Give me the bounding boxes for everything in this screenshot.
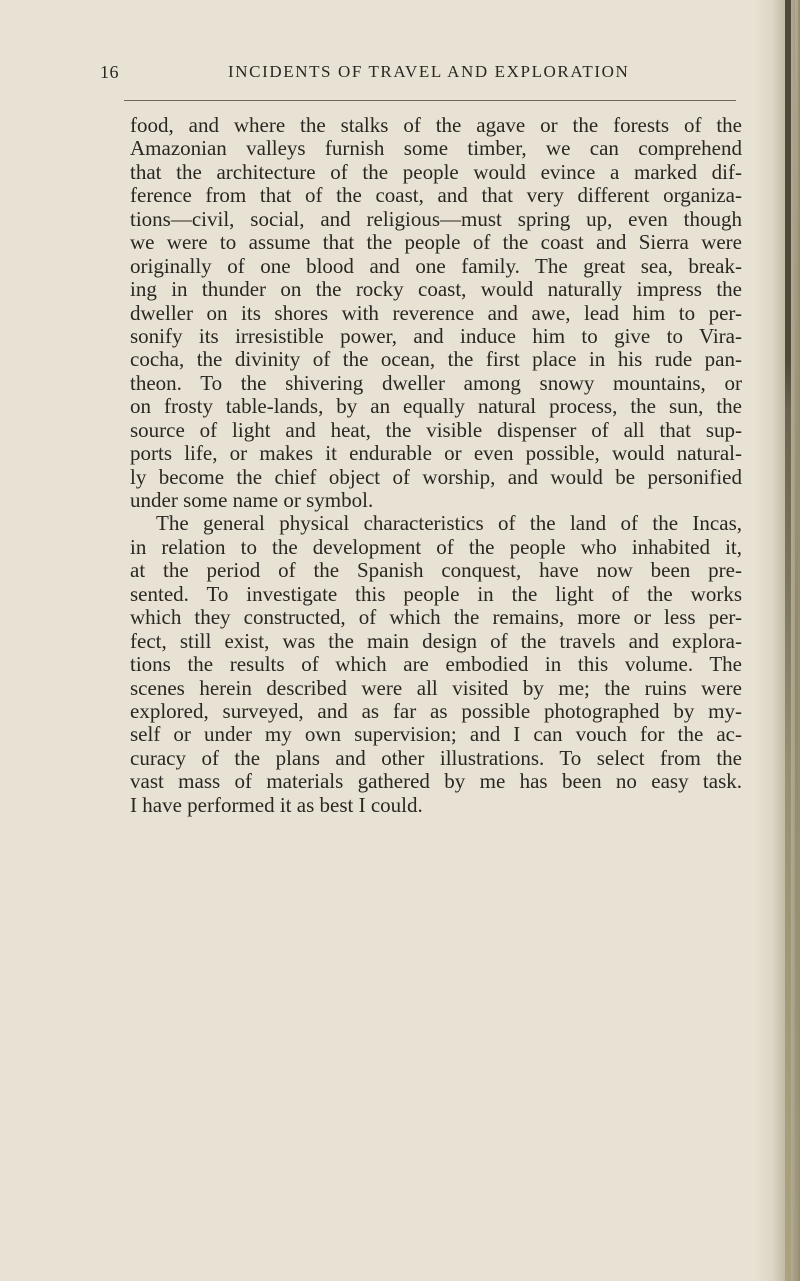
text-line: self or under my own supervision; and I can vouch for the ac- [130,722,742,747]
text-line: Amazonian valleys furnish some timber, we can comprehend [130,136,742,161]
header-rule [124,100,736,101]
text-line: that the architecture of the people would evince a marked dif- [130,159,742,184]
text-line: curacy of the plans and other illustrations. To select from the [130,745,742,770]
page-binding-edge-outer [795,0,798,1281]
text-line: I have performed it as best I could. [130,792,423,817]
text-line: ference from that of the coast, and that very different organiza- [130,183,742,208]
text-line: under some name or symbol. [130,488,374,512]
text-line: theon. To the shivering dweller among snowy mountains, or [130,370,742,395]
text-line: which they constructed, of which the remains, more or less per- [130,605,742,630]
text-line: in relation to the development of the people who inhabited it, [130,534,742,559]
text-line: explored, surveyed, and as far as possible photographed by my- [130,698,742,723]
text-line: scenes herein described were all visited by me; the ruins were [130,675,742,700]
text-line: source of light and heat, the visible dispenser of all that sup- [130,417,742,442]
text-line: vast mass of materials gathered by me has been no easy task. [130,769,742,794]
running-head: INCIDENTS OF TRAVEL AND EXPLORATION [228,62,630,81]
text-line: dweller on its shores with reverence and awe, lead him to per- [130,300,742,325]
text-line: cocha, the divinity of the ocean, the first place in his rude pan- [130,347,742,372]
text-line: tions the results of which are embodied in this volume. The [130,652,742,677]
page-edge-shadow [754,0,800,1281]
text-line: originally of one blood and one family. The great sea, break- [130,253,742,278]
body-text [130,114,742,817]
page-number: 16 [100,62,119,82]
text-line: The general physical characteristics of the land of the Incas, [156,511,742,536]
text-line: fect, still exist, was the main design of the travels and explora- [130,628,742,653]
text-line: sonify its irresistible power, and induce him to give to Vira- [130,323,742,348]
text-line: ports life, or makes it endurable or even possible, would natural- [130,441,742,466]
text-line: sented. To investigate this people in the light of the works [130,581,742,606]
text-line: ing in thunder on the rocky coast, would naturally impress the [130,277,742,302]
text-line: food, and where the stalks of the agave or the forests of the [130,113,742,137]
text-line: on frosty table-lands, by an equally natural process, the sun, the [130,394,742,419]
text-line: ly become the chief object of worship, and would be personified [130,464,742,489]
page-binding-edge [785,0,791,1281]
text-line: tions—civil, social, and religious—must spring up, even though [130,206,742,231]
page-header [100,62,740,88]
text-line: at the period of the Spanish conquest, have now been pre- [130,558,742,583]
text-line: we were to assume that the people of the coast and Sierra were [130,230,742,255]
